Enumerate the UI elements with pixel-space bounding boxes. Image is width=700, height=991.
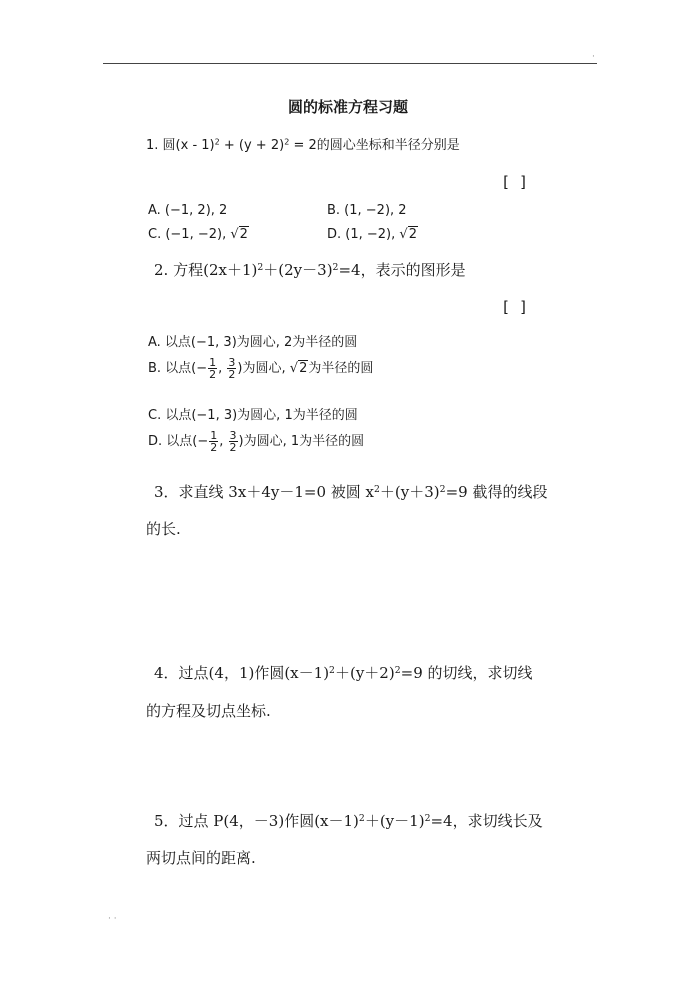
q4-sup-2: 2	[394, 664, 401, 676]
question-4-line-1	[154, 662, 533, 683]
q3-text-c: =9 截得的线段	[445, 483, 548, 501]
q2-option-d-mid: ,	[219, 434, 228, 449]
q5-sup-2: 2	[424, 812, 431, 824]
q4-sup-1: 2	[329, 664, 335, 676]
question-1	[146, 134, 460, 153]
q2-sup-2: 2	[332, 261, 339, 273]
q5-sup-1: 2	[358, 812, 365, 824]
q2-text-c: =4，表示的图形是	[338, 261, 466, 279]
fraction-denominator: 2	[209, 368, 217, 381]
sqrt-radicand: 2	[299, 361, 308, 376]
fraction-numerator: 1	[209, 356, 217, 369]
q3-text-a: 3．求直线 3x＋4y－1=0 被圆 x	[154, 483, 374, 501]
question-2	[154, 259, 466, 280]
fraction-three-halves	[229, 430, 238, 453]
sqrt-radicand: 2	[408, 227, 417, 242]
fraction-one-half	[208, 357, 217, 380]
q3-text-b: ＋(y＋3)	[379, 483, 440, 501]
q2-text-a: 方程(2x＋1)	[173, 261, 258, 279]
q2-option-b-pre: B. 以点(−	[148, 361, 208, 376]
footer-mark: · ·	[108, 914, 117, 924]
q4-text-c: =9 的切线，求切线	[400, 664, 533, 682]
q1-option-c-text: C. (−1, −2),	[148, 227, 231, 242]
q1-sup-1: 2	[214, 137, 220, 147]
q4-text-b: ＋(y＋2)	[334, 664, 395, 682]
question-3-line-2: 的长.	[146, 520, 181, 538]
fraction-numerator: 3	[228, 356, 236, 369]
q1-option-d-text: D. (1, −2),	[327, 227, 400, 242]
q2-option-b-mid: ,	[218, 361, 227, 376]
q3-sup-1: 2	[373, 483, 380, 495]
page-title: 圆的标准方程习题	[288, 98, 409, 116]
q1-option-b: B. (1, −2), 2	[327, 203, 407, 218]
sqrt-2	[290, 361, 309, 376]
q2-number: 2.	[154, 261, 169, 279]
question-3-line-1	[154, 481, 547, 502]
q4-text-a: 4．过点(4，1)作圆(x－1)	[154, 664, 330, 682]
fraction-one-half	[209, 430, 218, 453]
fraction-numerator: 1	[210, 429, 218, 442]
fraction-denominator: 2	[229, 441, 237, 454]
question-5-line-1	[154, 810, 543, 831]
q2-option-c: C. 以点(−1, 3)为圆心, 1为半径的圆	[148, 408, 358, 423]
q2-text-b: ＋(2y－3)	[263, 261, 333, 279]
sqrt-2	[399, 227, 418, 242]
q2-option-a: A. 以点(−1, 3)为圆心, 2为半径的圆	[148, 335, 358, 350]
q1-option-c	[148, 227, 249, 242]
q1-answer-bracket: [ ]	[501, 173, 529, 191]
q5-text-b: ＋(y－1)	[364, 812, 425, 830]
q2-option-d-post: )为圆心, 1为半径的圆	[238, 434, 365, 449]
sqrt-sign: √	[289, 361, 299, 376]
q2-option-b-post2: 为半径的圆	[308, 361, 374, 376]
q3-sup-2: 2	[439, 483, 446, 495]
q2-sup-1: 2	[257, 261, 264, 273]
q2-option-d-pre: D. 以点(−	[148, 434, 209, 449]
fraction-denominator: 2	[228, 368, 236, 381]
q1-option-a: A. (−1, 2), 2	[148, 203, 228, 218]
q2-option-d	[148, 430, 364, 453]
sqrt-radicand: 2	[239, 227, 248, 242]
q5-text-a: 5．过点 P(4，－3)作圆(x－1)	[154, 812, 359, 830]
sqrt-sign: √	[230, 227, 239, 242]
q1-text-post: = 2的圆心坐标和半径分别是	[289, 138, 460, 153]
q5-text-c: =4，求切线长及	[430, 812, 543, 830]
question-4-line-2: 的方程及切点坐标.	[146, 702, 271, 720]
corner-mark: ·	[592, 52, 595, 62]
q1-number: 1.	[146, 138, 159, 153]
q2-option-b-post1: )为圆心,	[237, 361, 290, 376]
sqrt-sign: √	[399, 227, 408, 242]
q2-option-b	[148, 357, 373, 380]
question-5-line-2: 两切点间的距离.	[146, 849, 256, 867]
q1-option-d	[327, 227, 418, 242]
fraction-three-halves	[227, 357, 236, 380]
q1-sup-2: 2	[284, 137, 290, 147]
q2-answer-bracket: [ ]	[501, 298, 529, 316]
sqrt-2	[230, 227, 249, 242]
fraction-numerator: 3	[229, 429, 237, 442]
q1-text-mid: + (y + 2)	[219, 138, 285, 153]
fraction-denominator: 2	[210, 441, 218, 454]
header-rule	[103, 63, 597, 64]
q1-text-pre: 圆(x - 1)	[162, 138, 215, 153]
